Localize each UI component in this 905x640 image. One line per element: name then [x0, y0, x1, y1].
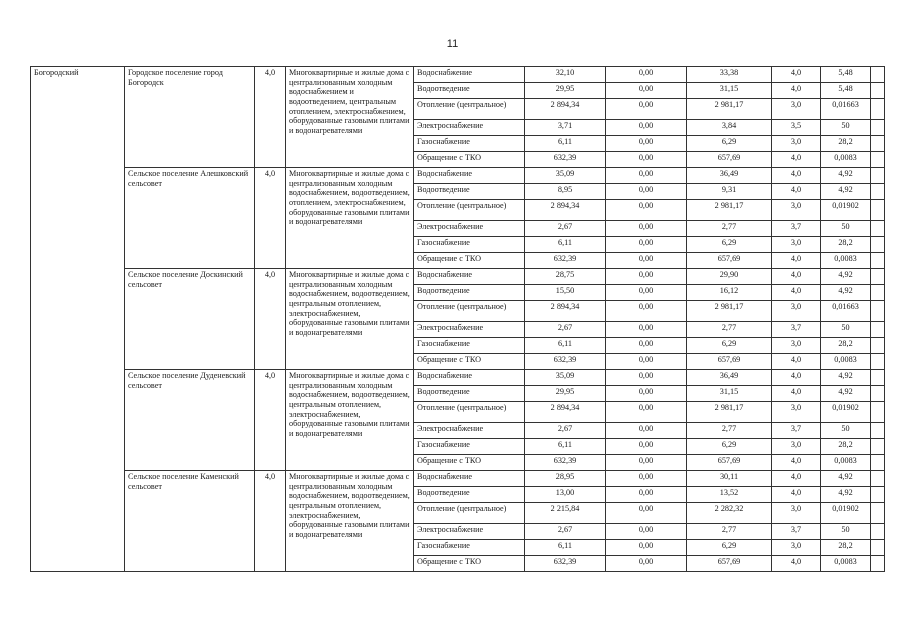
value-cell: 3,0 [772, 99, 821, 120]
value-cell: 4,0 [772, 285, 821, 301]
value-cell: 4,92 [821, 184, 871, 200]
value-cell: 3,0 [772, 439, 821, 455]
value-cell: 0,00 [606, 503, 687, 524]
tariff-table [30, 66, 885, 572]
value-cell: 3,0 [772, 301, 821, 322]
value-cell: 4,92 [821, 269, 871, 285]
value-cell: 0,00 [606, 99, 687, 120]
settlement-cell: Городское поселение город Богородск [125, 67, 255, 168]
value-cell: 632,39 [525, 354, 606, 370]
factor-cell: 4,0 [255, 471, 286, 572]
table-row [31, 370, 885, 386]
value-cell: 3,84 [687, 120, 772, 136]
value-cell: 0,0083 [821, 354, 871, 370]
service-electricity: Электроснабжение [414, 423, 525, 439]
value-cell: 6,11 [525, 237, 606, 253]
value-cell: 657,69 [687, 152, 772, 168]
service-water-supply: Водоснабжение [414, 168, 525, 184]
value-cell: 36,49 [687, 168, 772, 184]
empty-cell [871, 423, 885, 439]
value-cell: 0,00 [606, 471, 687, 487]
value-cell: 0,00 [606, 184, 687, 200]
value-cell: 30,11 [687, 471, 772, 487]
value-cell: 3,71 [525, 120, 606, 136]
service-gas: Газоснабжение [414, 136, 525, 152]
value-cell: 15,50 [525, 285, 606, 301]
value-cell: 3,7 [772, 524, 821, 540]
settlement-cell: Сельское поселение Каменский сельсовет [125, 471, 255, 572]
service-electricity: Электроснабжение [414, 120, 525, 136]
value-cell: 0,0083 [821, 253, 871, 269]
empty-cell [871, 487, 885, 503]
value-cell: 2,67 [525, 524, 606, 540]
service-electricity: Электроснабжение [414, 524, 525, 540]
value-cell: 3,7 [772, 322, 821, 338]
value-cell: 35,09 [525, 370, 606, 386]
value-cell: 4,0 [772, 386, 821, 402]
value-cell: 50 [821, 120, 871, 136]
value-cell: 4,92 [821, 471, 871, 487]
empty-cell [871, 301, 885, 322]
value-cell: 28,2 [821, 439, 871, 455]
value-cell: 2 981,17 [687, 200, 772, 221]
value-cell: 4,0 [772, 67, 821, 83]
settlement-cell: Сельское поселение Доскинский сельсовет [125, 269, 255, 370]
settlement-cell: Сельское поселение Дуденевский сельсовет [125, 370, 255, 471]
value-cell: 0,01902 [821, 402, 871, 423]
value-cell: 0,01902 [821, 503, 871, 524]
value-cell: 13,00 [525, 487, 606, 503]
value-cell: 0,00 [606, 386, 687, 402]
value-cell: 0,00 [606, 120, 687, 136]
value-cell: 2 894,34 [525, 402, 606, 423]
service-waste: Обращение с ТКО [414, 152, 525, 168]
empty-cell [871, 67, 885, 83]
factor-cell: 4,0 [255, 269, 286, 370]
district-cell [31, 370, 125, 471]
value-cell: 4,0 [772, 269, 821, 285]
value-cell: 632,39 [525, 455, 606, 471]
factor-cell: 4,0 [255, 67, 286, 168]
empty-cell [871, 354, 885, 370]
value-cell: 4,0 [772, 370, 821, 386]
housing-description: Многоквартирные и жилые дома с централизованным холодным водоснабжением и водоотведением, центральным отоплением, электроснабжением, оборудованные газовыми плитами и водонагревателями [286, 67, 414, 168]
value-cell: 0,0083 [821, 152, 871, 168]
value-cell: 2,77 [687, 322, 772, 338]
value-cell: 50 [821, 524, 871, 540]
value-cell: 0,00 [606, 370, 687, 386]
value-cell: 2,77 [687, 221, 772, 237]
value-cell: 632,39 [525, 152, 606, 168]
value-cell: 4,92 [821, 487, 871, 503]
value-cell: 4,0 [772, 455, 821, 471]
value-cell: 4,0 [772, 83, 821, 99]
value-cell: 0,00 [606, 423, 687, 439]
service-heating: Отопление (центральное) [414, 200, 525, 221]
value-cell: 50 [821, 423, 871, 439]
value-cell: 0,00 [606, 269, 687, 285]
value-cell: 0,0083 [821, 556, 871, 572]
value-cell: 0,00 [606, 439, 687, 455]
empty-cell [871, 221, 885, 237]
value-cell: 36,49 [687, 370, 772, 386]
value-cell: 4,0 [772, 184, 821, 200]
empty-cell [871, 285, 885, 301]
value-cell: 3,7 [772, 221, 821, 237]
service-water-supply: Водоснабжение [414, 471, 525, 487]
value-cell: 2 894,34 [525, 200, 606, 221]
service-drainage: Водоотведение [414, 386, 525, 402]
service-heating: Отопление (центральное) [414, 503, 525, 524]
empty-cell [871, 152, 885, 168]
value-cell: 3,0 [772, 402, 821, 423]
table-row [31, 168, 885, 184]
value-cell: 0,00 [606, 152, 687, 168]
table-row [31, 471, 885, 487]
value-cell: 0,0083 [821, 455, 871, 471]
value-cell: 4,0 [772, 354, 821, 370]
empty-cell [871, 338, 885, 354]
service-waste: Обращение с ТКО [414, 253, 525, 269]
table-body [31, 67, 885, 572]
empty-cell [871, 540, 885, 556]
empty-cell [871, 136, 885, 152]
value-cell: 4,92 [821, 168, 871, 184]
value-cell: 0,00 [606, 487, 687, 503]
service-heating: Отопление (центральное) [414, 402, 525, 423]
empty-cell [871, 322, 885, 338]
value-cell: 28,2 [821, 540, 871, 556]
service-heating: Отопление (центральное) [414, 301, 525, 322]
value-cell: 6,11 [525, 540, 606, 556]
value-cell: 28,2 [821, 338, 871, 354]
service-waste: Обращение с ТКО [414, 455, 525, 471]
value-cell: 0,01902 [821, 200, 871, 221]
value-cell: 9,31 [687, 184, 772, 200]
value-cell: 2,67 [525, 423, 606, 439]
value-cell: 29,95 [525, 83, 606, 99]
service-gas: Газоснабжение [414, 338, 525, 354]
value-cell: 5,48 [821, 67, 871, 83]
value-cell: 28,2 [821, 136, 871, 152]
value-cell: 0,00 [606, 221, 687, 237]
value-cell: 4,0 [772, 168, 821, 184]
value-cell: 6,29 [687, 540, 772, 556]
value-cell: 50 [821, 322, 871, 338]
value-cell: 28,75 [525, 269, 606, 285]
value-cell: 0,00 [606, 455, 687, 471]
value-cell: 4,92 [821, 370, 871, 386]
value-cell: 35,09 [525, 168, 606, 184]
value-cell: 4,92 [821, 285, 871, 301]
service-electricity: Электроснабжение [414, 322, 525, 338]
district-cell: Богородский [31, 67, 125, 168]
value-cell: 0,00 [606, 253, 687, 269]
empty-cell [871, 386, 885, 402]
value-cell: 632,39 [525, 556, 606, 572]
value-cell: 2 894,34 [525, 301, 606, 322]
value-cell: 657,69 [687, 455, 772, 471]
district-cell [31, 168, 125, 269]
value-cell: 2 981,17 [687, 99, 772, 120]
empty-cell [871, 83, 885, 99]
value-cell: 4,0 [772, 253, 821, 269]
value-cell: 29,90 [687, 269, 772, 285]
value-cell: 4,92 [821, 386, 871, 402]
value-cell: 2 215,84 [525, 503, 606, 524]
value-cell: 29,95 [525, 386, 606, 402]
value-cell: 8,95 [525, 184, 606, 200]
value-cell: 0,00 [606, 67, 687, 83]
service-water-supply: Водоснабжение [414, 67, 525, 83]
empty-cell [871, 524, 885, 540]
value-cell: 0,01663 [821, 301, 871, 322]
empty-cell [871, 439, 885, 455]
value-cell: 3,0 [772, 540, 821, 556]
value-cell: 0,01663 [821, 99, 871, 120]
value-cell: 3,7 [772, 423, 821, 439]
value-cell: 32,10 [525, 67, 606, 83]
value-cell: 3,0 [772, 503, 821, 524]
service-waste: Обращение с ТКО [414, 556, 525, 572]
value-cell: 31,15 [687, 83, 772, 99]
value-cell: 3,0 [772, 338, 821, 354]
empty-cell [871, 269, 885, 285]
empty-cell [871, 200, 885, 221]
empty-cell [871, 237, 885, 253]
settlement-cell: Сельское поселение Алешковский сельсовет [125, 168, 255, 269]
value-cell: 2 981,17 [687, 402, 772, 423]
district-cell [31, 269, 125, 370]
value-cell: 632,39 [525, 253, 606, 269]
service-drainage: Водоотведение [414, 83, 525, 99]
value-cell: 657,69 [687, 354, 772, 370]
value-cell: 4,0 [772, 487, 821, 503]
value-cell: 0,00 [606, 556, 687, 572]
service-gas: Газоснабжение [414, 540, 525, 556]
value-cell: 0,00 [606, 354, 687, 370]
value-cell: 2 894,34 [525, 99, 606, 120]
value-cell: 3,5 [772, 120, 821, 136]
value-cell: 0,00 [606, 200, 687, 221]
service-heating: Отопление (центральное) [414, 99, 525, 120]
value-cell: 2,77 [687, 423, 772, 439]
empty-cell [871, 120, 885, 136]
value-cell: 0,00 [606, 168, 687, 184]
factor-cell: 4,0 [255, 370, 286, 471]
value-cell: 4,0 [772, 471, 821, 487]
value-cell: 6,29 [687, 439, 772, 455]
value-cell: 0,00 [606, 285, 687, 301]
empty-cell [871, 168, 885, 184]
value-cell: 6,29 [687, 338, 772, 354]
service-waste: Обращение с ТКО [414, 354, 525, 370]
value-cell: 6,11 [525, 136, 606, 152]
value-cell: 0,00 [606, 540, 687, 556]
value-cell: 50 [821, 221, 871, 237]
empty-cell [871, 370, 885, 386]
empty-cell [871, 556, 885, 572]
value-cell: 33,38 [687, 67, 772, 83]
service-drainage: Водоотведение [414, 285, 525, 301]
table-row [31, 67, 885, 83]
service-water-supply: Водоснабжение [414, 370, 525, 386]
value-cell: 2 282,32 [687, 503, 772, 524]
value-cell: 28,2 [821, 237, 871, 253]
housing-description: Многоквартирные и жилые дома с централизованным холодным водоснабжением, водоотведением, центральным отоплением, электроснабжением, оборудованные газовыми плитами и водонагревателями [286, 370, 414, 471]
empty-cell [871, 184, 885, 200]
value-cell: 2,67 [525, 221, 606, 237]
value-cell: 0,00 [606, 136, 687, 152]
value-cell: 4,0 [772, 152, 821, 168]
housing-description: Многоквартирные и жилые дома с централизованным холодным водоснабжением, водоотведением, центральным отоплением, электроснабжением, оборудованные газовыми плитами и водонагревателями [286, 269, 414, 370]
value-cell: 0,00 [606, 301, 687, 322]
service-gas: Газоснабжение [414, 237, 525, 253]
value-cell: 3,0 [772, 136, 821, 152]
page-number: 11 [446, 38, 459, 50]
table-row [31, 269, 885, 285]
value-cell: 2,77 [687, 524, 772, 540]
value-cell: 6,29 [687, 237, 772, 253]
value-cell: 13,52 [687, 487, 772, 503]
empty-cell [871, 503, 885, 524]
value-cell: 0,00 [606, 524, 687, 540]
empty-cell [871, 99, 885, 120]
empty-cell [871, 471, 885, 487]
service-drainage: Водоотведение [414, 487, 525, 503]
factor-cell: 4,0 [255, 168, 286, 269]
service-water-supply: Водоснабжение [414, 269, 525, 285]
value-cell: 5,48 [821, 83, 871, 99]
empty-cell [871, 402, 885, 423]
value-cell: 2 981,17 [687, 301, 772, 322]
housing-description: Многоквартирные и жилые дома с централизованным холодным водоснабжением, водоотведением, отоплением, электроснабжением, оборудованные газовыми плитами и водонагревателями [286, 168, 414, 269]
value-cell: 3,0 [772, 237, 821, 253]
value-cell: 0,00 [606, 237, 687, 253]
value-cell: 28,95 [525, 471, 606, 487]
service-electricity: Электроснабжение [414, 221, 525, 237]
value-cell: 657,69 [687, 253, 772, 269]
value-cell: 0,00 [606, 402, 687, 423]
empty-cell [871, 253, 885, 269]
value-cell: 6,11 [525, 439, 606, 455]
value-cell: 2,67 [525, 322, 606, 338]
value-cell: 3,0 [772, 200, 821, 221]
value-cell: 0,00 [606, 83, 687, 99]
value-cell: 6,11 [525, 338, 606, 354]
value-cell: 0,00 [606, 338, 687, 354]
value-cell: 6,29 [687, 136, 772, 152]
district-cell [31, 471, 125, 572]
value-cell: 31,15 [687, 386, 772, 402]
housing-description: Многоквартирные и жилые дома с централизованным холодным водоснабжением, водоотведением, центральным отоплением, электроснабжением, оборудованные газовыми плитами и водонагревателями [286, 471, 414, 572]
value-cell: 657,69 [687, 556, 772, 572]
empty-cell [871, 455, 885, 471]
value-cell: 0,00 [606, 322, 687, 338]
service-gas: Газоснабжение [414, 439, 525, 455]
value-cell: 16,12 [687, 285, 772, 301]
service-drainage: Водоотведение [414, 184, 525, 200]
value-cell: 4,0 [772, 556, 821, 572]
